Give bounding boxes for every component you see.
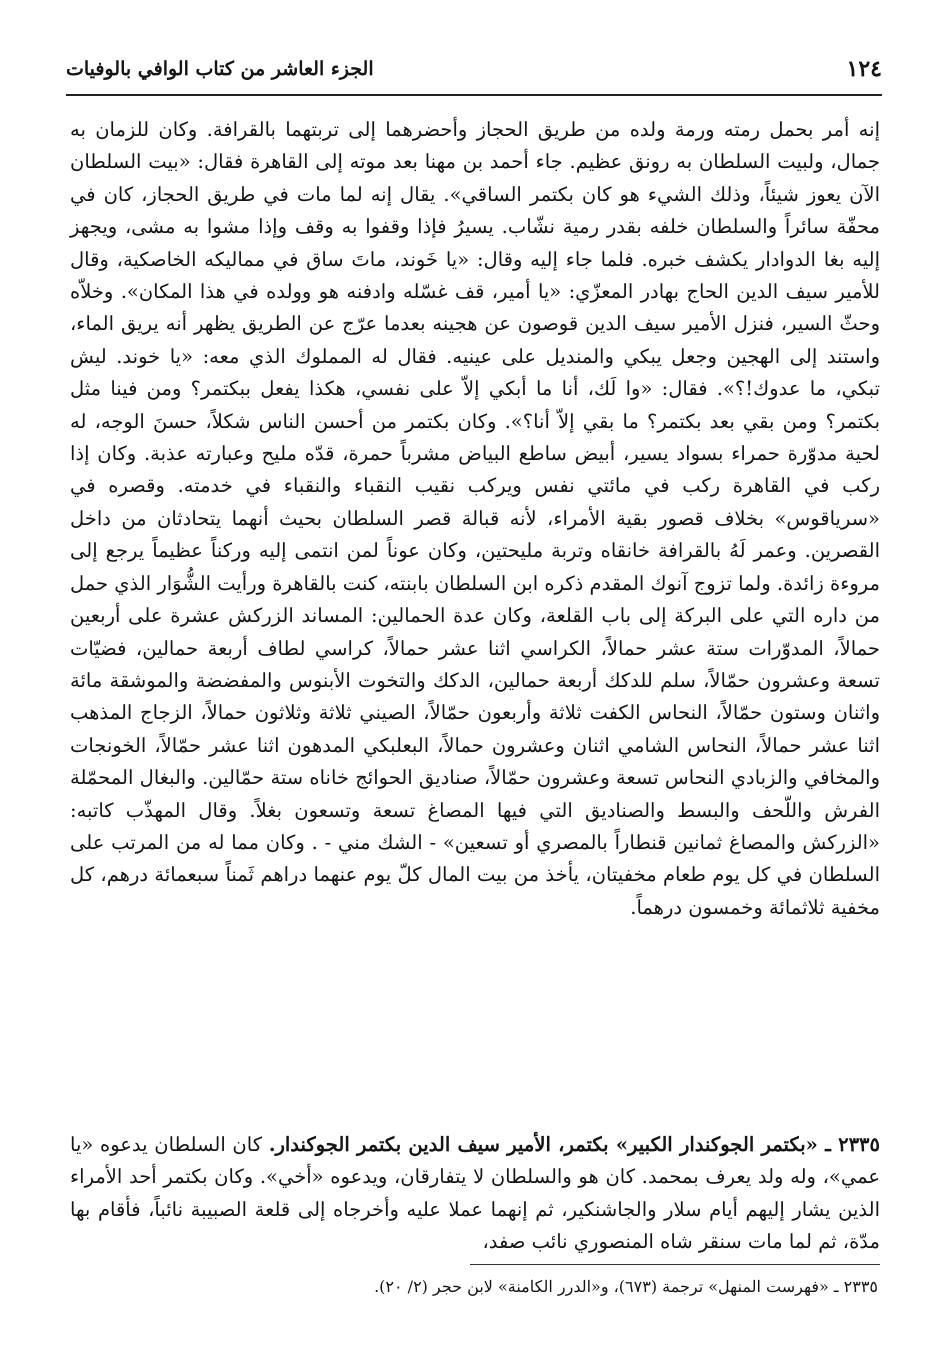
running-title: الجزء العاشر من كتاب الوافي بالوفيات xyxy=(66,58,374,80)
footnote-divider xyxy=(470,1264,880,1265)
page-header xyxy=(66,56,882,92)
biography-entry xyxy=(70,1129,880,1259)
header-divider xyxy=(66,94,882,96)
entry-text: كان السلطان يدعوه «يا عمي»، وله ولد يعرف بمحمد. كان هو والسلطان لا يتفارقان، ويدعوه «أخي». وكان بكتمر أحد الأمراء الذين يشار إليهم أيام سلار والجاشنكير، ثم إنهما عملا عليه وأخرجاه إلى قلعة الصبيبة نائباً، فأقام بها مدّة، ثم لما مات سنقر شاه المنصوري نائب صفد، xyxy=(70,1133,880,1254)
footnote: ٢٣٣٥ ـ «فهرست المنهل» ترجمة (٦٧٣)، و«الدرر الكامنة» لابن حجر (٢/ ٢٠). xyxy=(374,1277,878,1296)
entry-title: ٢٣٣٥ ـ «بكتمر الجوكندار الكبير» بكتمر، الأمير سيف الدين بكتمر الجوكندار. xyxy=(268,1133,880,1156)
main-paragraph: إنه أمر بحمل رمته ورمة ولده من طريق الحجاز وأحضرهما إلى تربتهما بالقرافة. وكان للزمان به جمال، ولبيت السلطان به رونق عظيم. جاء أحمد بن مهنا بعد موته إلى القاهرة فقال: «بيت السلطان الآن يعوز شيئاً، وذلك الشيء هو كان بكتمر الساقي». يقال إنه لما مات في طريق الحجاز، كان في محفّة سائراً والسلطان خلفه بقدر رمية نشّاب. يسيرُ فإذا وقفوا به وقف وإذا مشوا به مشى، ويجهز إليه بغا الدوادار يكشف خبره. فلما جاء إليه وقال: «يا خَوند، ماتَ ساق في مماليكه الخاصكية، وقال للأمير سيف الدين الحاج بهادر المعزّي: «يا أمير، قف غسّله وادفنه هو وولده في هذا المكان». وخلاّه وحثّ السير، فنزل الأمير سيف الدين قوصون عن هجينه بعدما عرّج عن الطريق يظهر أنه يريق الماء، واستند إلى الهجين وجعل يبكي والمنديل على عينيه. فقال له المملوك الذي معه: «يا خوند. ليش تبكي، ما عدوك!؟». فقال: «وا لَك، أنا ما أبكي إلاّ على نفسي، هكذا يفعل ببكتمر؟ ومن فينا مثل بكتمر؟ ومن بقي بعد بكتمر؟ ما بقي إلاّ أنا؟». وكان بكتمر من أحسن الناس شكلاً، حسنَ الوجه، له لحية مدوّرة حمراء بسواد يسير، أبيض ساطع البياض مشرباً حمرة، قدّه مليح وعبارته عذبة. وكان إذا ركب في القاهرة ركب في مائتي نفس ويركب نقيب النقباء والنقباء في خدمته. وقصره في «سرياقوس» بخلاف قصور بقية الأمراء، لأنه قبالة قصر السلطان بحيث أنهما يتحادثان من داخل القصرين. وعمر لَهُ بالقرافة خانقاه وتربة مليحتين، وكان عوناً لمن انتمى إليه وركناً عظيماً يرجع إلى مروءة زائدة. ولما تزوج آنوك المقدم ذكره ابن السلطان بابنته، كنت بالقاهرة ورأيت الشُّوَار الذي حمل من داره التي على البركة إلى باب القلعة، وكان عدة الحمالين: المساند الزركش عشرة على أربعين حمالاً، المدوّرات ستة عشر حمالاً، الكراسي اثنا عشر حمالاً، كراسي لطاف أربعة حمالين، فضيّات تسعة وعشرون حمّالاً، سلم للدكك أربعة حمالين، الدكك والتخوت الأبنوس والمفضضة والموشقة مائة واثنان وستون حمّالاً، النحاس الكفت ثلاثة وأربعون حمّالاً، الصيني ثلاثة وثلاثون حمالاً، الزجاج المذهب اثنا عشر حمالاً، النحاس الشامي اثنان وعشرون حمالاً، البعلبكي المدهون اثنا عشر حمّالاً، الخونجات والمخافي والزبادي النحاس تسعة وعشرون حمّالاً، صناديق الحوائج خاناه ستة حمّالين. والبغال المحمّلة الفرش واللّحف والبسط والصناديق التي فيها المصاغ تسعة وتسعون بغلاً. وقال المهذّب كاتبه: «الزركش والمصاغ ثمانين قنطاراً بالمصري أو تسعين» - الشك مني - . وكان مما له من المرتب على السلطان في كل يوم طعام مخفيتان، يأخذ من بيت المال كلّ يوم عنهما دراهم ثَمناً سبعمائة درهم، كل مخفية ثلاثمائة وخمسون درهماً. xyxy=(69,118,880,919)
page-number: ١٢٤ xyxy=(846,56,882,82)
